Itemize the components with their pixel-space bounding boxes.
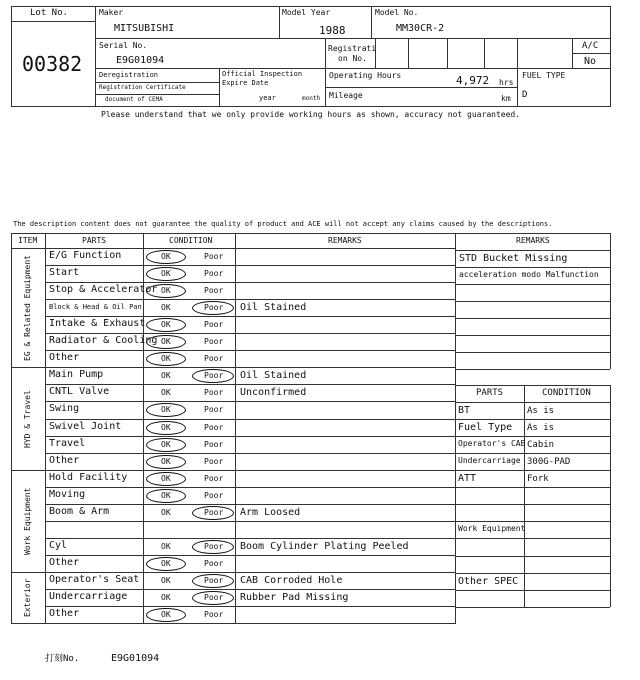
right-part-name: Fuel Type	[458, 422, 513, 433]
grid-line	[610, 233, 611, 369]
remark-text: Rubber Pad Missing	[240, 592, 349, 603]
grid-line	[45, 265, 455, 266]
ok-selected-circle	[146, 250, 186, 264]
condition-poor-option[interactable]: Poor	[204, 542, 224, 551]
lot-no-label: Lot No.	[30, 8, 68, 18]
document-cema-label: document of CEMA	[105, 96, 163, 103]
condition-header: CONDITION	[169, 236, 213, 245]
model-year-label: Model Year	[282, 8, 331, 17]
grid-line	[455, 385, 610, 386]
month-label: month	[302, 95, 321, 102]
serial-no-value: E9G01094	[116, 55, 165, 66]
grid-line	[45, 589, 455, 590]
grid-line	[45, 606, 455, 607]
section-label-eg: EG & Related Equipment	[23, 255, 32, 362]
remark-text: Oil Stained	[240, 370, 307, 381]
part-name: Other	[49, 455, 80, 466]
grid-line	[45, 350, 455, 351]
remarks-header: REMARKS	[328, 236, 362, 245]
remark-text: Oil Stained	[240, 302, 307, 313]
hrs-label: hrs	[499, 78, 514, 87]
section-label-hyd: HYD & Travel	[23, 390, 32, 448]
grid-line	[455, 318, 610, 319]
right-part-condition: As is	[527, 406, 555, 416]
condition-poor-option[interactable]: Poor	[204, 559, 224, 568]
condition-ok-option[interactable]: OK	[161, 354, 171, 363]
ok-selected-circle	[146, 472, 186, 486]
part-name: Start	[49, 267, 80, 278]
part-name: Swing	[49, 403, 80, 414]
condition-ok-option[interactable]: OK	[161, 440, 171, 449]
condition-ok-option[interactable]: OK	[161, 474, 171, 483]
grid-line	[455, 556, 610, 557]
condition-ok-option[interactable]: OK	[161, 252, 171, 261]
right-part-name: Operator's CAB	[458, 439, 526, 448]
grid-line	[455, 487, 610, 488]
model-no-label: Model No.	[375, 8, 419, 17]
condition-ok-option[interactable]: OK	[161, 491, 171, 500]
disclaimer: The description content does not guarantee the quality of product and ACE will not accept any claims caused by the descriptions.	[13, 220, 553, 228]
part-name: Other	[49, 557, 80, 568]
engraved-no-value: E9G01094	[111, 653, 160, 664]
model-year-value: 1988	[319, 24, 346, 37]
registration-no-label-2: on No.	[338, 54, 367, 63]
condition-poor-option[interactable]: Poor	[204, 371, 224, 380]
km-label: km	[501, 94, 511, 103]
condition-ok-option[interactable]: OK	[161, 269, 171, 278]
grid-line	[11, 572, 455, 573]
ok-selected-circle	[146, 284, 186, 298]
grid-line	[455, 402, 610, 403]
grid-line	[11, 248, 455, 249]
ok-selected-circle	[146, 608, 186, 622]
grid-line	[455, 573, 610, 574]
ok-selected-circle	[146, 557, 186, 571]
grid-line	[455, 301, 610, 302]
condition-poor-option[interactable]: Poor	[204, 440, 224, 449]
ok-selected-circle	[146, 403, 186, 417]
ok-selected-circle	[146, 335, 186, 349]
grid-line	[45, 555, 455, 556]
condition-poor-option[interactable]: Poor	[204, 423, 224, 432]
part-name: Stop & Accelerator	[49, 284, 158, 295]
condition-ok-option[interactable]: OK	[161, 423, 171, 432]
part-name: E/G Function	[49, 250, 122, 261]
fuel-type-label: FUEL TYPE	[522, 71, 566, 80]
condition-ok-option[interactable]: OK	[161, 286, 171, 295]
grid-line	[610, 385, 611, 607]
grid-line	[45, 436, 455, 437]
ok-selected-circle	[146, 489, 186, 503]
grid-line	[455, 538, 610, 539]
grid-line	[45, 453, 455, 454]
grid-line	[45, 384, 455, 385]
ok-selected-circle	[146, 438, 186, 452]
maker-value: MITSUBISHI	[114, 23, 175, 34]
condition-ok-option[interactable]: OK	[161, 559, 171, 568]
right-remark-text: STD Bucket Missing	[459, 253, 568, 264]
ok-selected-circle	[146, 267, 186, 281]
parts-header: PARTS	[82, 236, 107, 245]
ok-selected-circle	[146, 318, 186, 332]
condition-poor-option[interactable]: Poor	[204, 491, 224, 500]
right-part-condition: As is	[527, 423, 555, 433]
grid-line	[45, 299, 455, 300]
right-part-name: Other SPEC	[458, 576, 519, 587]
condition-ok-option[interactable]: OK	[161, 405, 171, 414]
part-name: Hold Facility	[49, 472, 128, 483]
part-name: Other	[49, 608, 80, 619]
remark-text: Unconfirmed	[240, 387, 307, 398]
part-name: Moving	[49, 489, 86, 500]
part-name: Operator's Seat	[49, 574, 140, 585]
condition-ok-option[interactable]: OK	[161, 303, 171, 312]
right-part-name: ATT	[458, 473, 477, 484]
grid-line	[455, 453, 610, 454]
lot-no-value: 00382	[22, 52, 83, 76]
condition-poor-option[interactable]: Poor	[204, 286, 224, 295]
grid-line	[11, 623, 455, 624]
operating-hours-label: Operating Hours	[329, 71, 402, 80]
part-name: Intake & Exhaust	[49, 318, 146, 329]
poor-selected-circle	[192, 540, 234, 554]
condition-ok-option[interactable]: OK	[161, 388, 171, 397]
right-remarks-header: REMARKS	[516, 236, 550, 245]
grid-line	[455, 607, 610, 608]
right-part-condition: Fork	[527, 474, 549, 484]
part-name: Boom & Arm	[49, 506, 110, 517]
engraved-no-label: 打刻No.	[45, 654, 80, 664]
condition-poor-option[interactable]: Poor	[204, 610, 224, 619]
grid-line	[455, 284, 610, 285]
serial-no-label: Serial No.	[99, 41, 148, 50]
condition-poor-option[interactable]: Poor	[204, 337, 224, 346]
condition-ok-option[interactable]: OK	[161, 542, 171, 551]
grid-line	[11, 470, 455, 471]
poor-selected-circle	[192, 369, 234, 383]
grid-line	[45, 316, 455, 317]
operating-hours-value: 4,972	[456, 74, 490, 87]
remark-text: Arm Loosed	[240, 507, 301, 518]
fuel-type-value: D	[522, 90, 528, 100]
condition-poor-option[interactable]: Poor	[204, 457, 224, 466]
grid-line	[455, 504, 610, 505]
expire-date-label: Expire Date	[222, 79, 269, 87]
condition-poor-option[interactable]: Poor	[204, 508, 224, 517]
right-part-name: Undercarriage	[458, 456, 521, 465]
condition-ok-option[interactable]: OK	[161, 371, 171, 380]
section-label-exterior: Exterior	[23, 578, 32, 618]
condition-ok-option[interactable]: OK	[161, 593, 171, 602]
grid-line	[45, 521, 455, 522]
grid-line	[455, 335, 610, 336]
part-name: Swivel Joint	[49, 421, 122, 432]
grid-line	[11, 233, 12, 624]
condition-poor-option[interactable]: Poor	[204, 252, 224, 261]
grid-line	[235, 233, 236, 624]
grid-line	[455, 521, 610, 522]
condition-ok-option[interactable]: OK	[161, 508, 171, 517]
grid-line	[455, 267, 610, 268]
condition-poor-option[interactable]: Poor	[204, 474, 224, 483]
condition-poor-option[interactable]: Poor	[204, 320, 224, 329]
grid-line	[45, 419, 455, 420]
right-part-condition: 300G-PAD	[527, 457, 571, 467]
ac-label: A/C	[582, 41, 599, 51]
grid-line	[45, 487, 455, 488]
right-part-name: BT	[458, 405, 471, 416]
grid-line	[455, 369, 610, 370]
item-header: ITEM	[18, 236, 38, 245]
mileage-label: Mileage	[329, 91, 363, 100]
condition-poor-option[interactable]: Poor	[204, 303, 224, 312]
grid-line	[45, 504, 455, 505]
grid-line	[45, 282, 455, 283]
part-name: Main Pump	[49, 369, 104, 380]
condition-poor-option[interactable]: Poor	[204, 269, 224, 278]
grid-line	[455, 352, 610, 353]
condition-ok-option[interactable]: OK	[161, 457, 171, 466]
year-label: year	[259, 94, 276, 102]
part-name: CNTL Valve	[49, 386, 110, 397]
grid-line	[11, 233, 455, 234]
condition-poor-option[interactable]: Poor	[204, 593, 224, 602]
ok-selected-circle	[146, 455, 186, 469]
grid-line	[455, 419, 610, 420]
condition-poor-option[interactable]: Poor	[204, 405, 224, 414]
part-name: Radiator & Cooling	[49, 335, 158, 346]
deregistration-label: Deregistration	[99, 71, 159, 79]
grid-line	[455, 233, 610, 234]
grid-line	[455, 250, 610, 251]
grid-line	[45, 401, 455, 402]
registration-certificate-label: Registration Certificate	[99, 84, 186, 91]
condition-ok-option[interactable]: OK	[161, 576, 171, 585]
model-no-value: MM30CR-2	[396, 23, 445, 34]
grid-line	[455, 436, 610, 437]
part-name: Cyl	[49, 540, 68, 551]
right-part-name: Work Equipment	[458, 524, 526, 533]
grid-line	[45, 233, 46, 248]
grid-line	[45, 333, 455, 334]
right-condition-header: CONDITION	[542, 388, 591, 398]
poor-selected-circle	[192, 506, 234, 520]
condition-ok-option[interactable]: OK	[161, 337, 171, 346]
grid-line	[455, 590, 610, 591]
remark-text: CAB Corroded Hole	[240, 575, 343, 586]
grid-line	[45, 538, 455, 539]
registration-no-label: Registrati	[328, 44, 377, 53]
poor-selected-circle	[192, 574, 234, 588]
section-label-work: Work Equipment	[23, 487, 32, 555]
ok-selected-circle	[146, 352, 186, 366]
condition-poor-option[interactable]: Poor	[204, 354, 224, 363]
right-parts-header: PARTS	[476, 388, 504, 398]
poor-selected-circle	[192, 591, 234, 605]
part-name: Travel	[49, 438, 86, 449]
poor-selected-circle	[192, 301, 234, 315]
official-inspection-label: Official Inspection	[222, 70, 303, 78]
part-name: Undercarriage	[49, 591, 128, 602]
part-name: Block & Head & Oil Pan	[49, 303, 142, 311]
grid-line	[11, 367, 455, 368]
condition-poor-option[interactable]: Poor	[204, 576, 224, 585]
part-name: Other	[49, 352, 80, 363]
ac-value: No	[584, 56, 597, 67]
maker-label: Maker	[99, 8, 124, 17]
remark-text: Boom Cylinder Plating Peeled	[240, 541, 409, 552]
grid-line	[455, 470, 610, 471]
right-part-condition: Cabin	[527, 440, 555, 450]
condition-ok-option[interactable]: OK	[161, 320, 171, 329]
condition-poor-option[interactable]: Poor	[204, 388, 224, 397]
condition-ok-option[interactable]: OK	[161, 610, 171, 619]
ok-selected-circle	[146, 421, 186, 435]
hours-note: Please understand that we only provide working hours as shown, accuracy not guaranteed.	[101, 110, 521, 119]
right-remark-text: acceleration modo Malfunction	[459, 270, 599, 279]
